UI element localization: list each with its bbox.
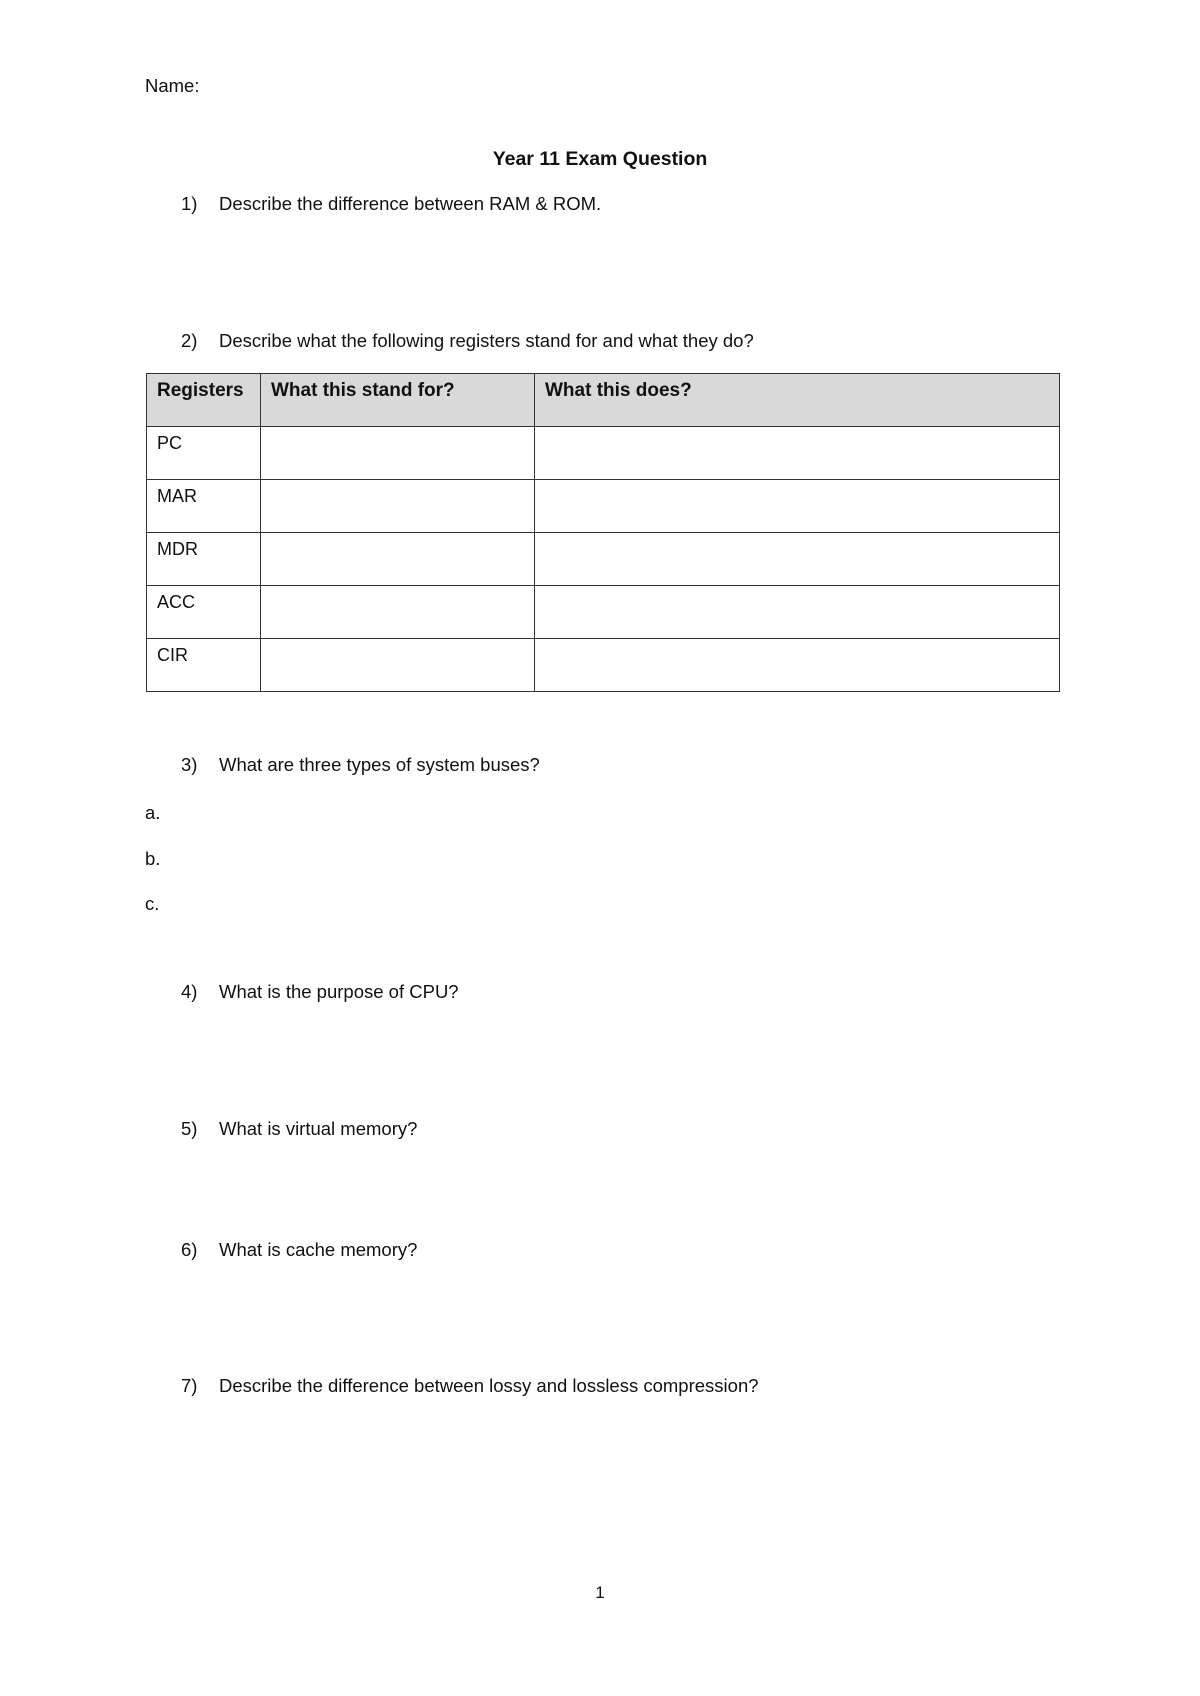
question-text: What is cache memory? bbox=[219, 1239, 418, 1260]
question-2 bbox=[181, 330, 754, 352]
registers-table bbox=[146, 373, 1060, 692]
question-1 bbox=[181, 193, 601, 215]
question-number: 2) bbox=[181, 330, 198, 351]
stands-for-cell[interactable] bbox=[261, 586, 535, 639]
page-title: Year 11 Exam Question bbox=[492, 148, 708, 170]
question-text: Describe the difference between lossy and lossless compression? bbox=[219, 1375, 759, 1396]
table-row bbox=[147, 639, 1060, 692]
does-cell[interactable] bbox=[535, 533, 1060, 586]
stands-for-cell[interactable] bbox=[261, 533, 535, 586]
answer-label-b: b. bbox=[145, 848, 161, 869]
page-number: 1 bbox=[595, 1583, 605, 1602]
question-3 bbox=[181, 754, 540, 776]
stands-for-cell[interactable] bbox=[261, 427, 535, 480]
question-number: 1) bbox=[181, 193, 198, 214]
register-name: CIR bbox=[147, 639, 261, 692]
question-number: 3) bbox=[181, 754, 198, 775]
name-label: Name: bbox=[145, 75, 200, 96]
stands-for-cell[interactable] bbox=[261, 639, 535, 692]
stands-for-cell[interactable] bbox=[261, 480, 535, 533]
does-cell[interactable] bbox=[535, 480, 1060, 533]
question-6 bbox=[181, 1239, 417, 1261]
does-cell[interactable] bbox=[535, 586, 1060, 639]
table-row bbox=[147, 427, 1060, 480]
table-header-row bbox=[147, 374, 1060, 427]
table-row bbox=[147, 480, 1060, 533]
does-cell[interactable] bbox=[535, 639, 1060, 692]
question-4 bbox=[181, 981, 459, 1003]
question-7 bbox=[181, 1375, 759, 1397]
answer-label-a: a. bbox=[145, 802, 161, 823]
column-header-does: What this does? bbox=[535, 374, 1060, 427]
question-5 bbox=[181, 1118, 417, 1140]
register-name: ACC bbox=[147, 586, 261, 639]
question-number: 5) bbox=[181, 1118, 198, 1139]
register-name: MAR bbox=[147, 480, 261, 533]
question-number: 7) bbox=[181, 1375, 198, 1396]
question-number: 6) bbox=[181, 1239, 198, 1260]
does-cell[interactable] bbox=[535, 427, 1060, 480]
question-text: Describe what the following registers stand for and what they do? bbox=[219, 330, 754, 351]
question-text: What is virtual memory? bbox=[219, 1118, 418, 1139]
answer-label-c: c. bbox=[145, 893, 160, 914]
table-row bbox=[147, 533, 1060, 586]
table-row bbox=[147, 586, 1060, 639]
question-number: 4) bbox=[181, 981, 198, 1002]
register-name: PC bbox=[147, 427, 261, 480]
question-text: What is the purpose of CPU? bbox=[219, 981, 459, 1002]
question-text: What are three types of system buses? bbox=[219, 754, 540, 775]
register-name: MDR bbox=[147, 533, 261, 586]
column-header-stands-for: What this stand for? bbox=[261, 374, 535, 427]
question-text: Describe the difference between RAM & ROM. bbox=[219, 193, 602, 214]
column-header-registers: Registers bbox=[147, 374, 261, 427]
